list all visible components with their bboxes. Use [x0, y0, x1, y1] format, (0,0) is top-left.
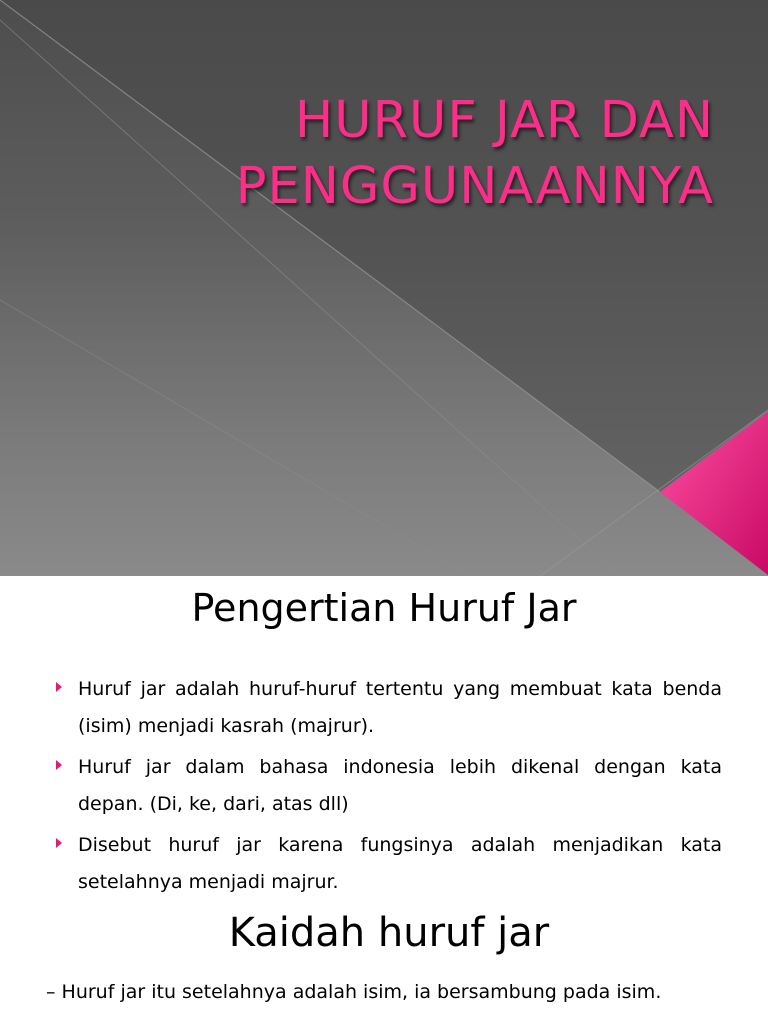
diagonal-line	[0, 300, 470, 576]
title-line-1: HURUF JAR DAN	[294, 91, 714, 150]
list-item	[50, 671, 722, 745]
bullet-text: Huruf jar adalah huruf-huruf tertentu yang membuat kata benda (isim) menjadi kasrah (majrur).	[78, 678, 722, 737]
section-heading-2: Kaidah huruf jar	[228, 910, 550, 956]
bullet-text: Disebut huruf jar karena fungsinya adalah menjadikan kata setelahnya menjadi majrur.	[78, 834, 722, 893]
content-slide	[0, 576, 768, 1024]
page-title	[236, 88, 714, 220]
triangle-bullet-icon	[56, 838, 62, 848]
dark-panel-shape	[0, 0, 768, 492]
rule-text: – Huruf jar itu setelahnya adalah isim, ia bersambung pada isim.	[46, 981, 662, 1003]
bullet-text: Huruf jar dalam bahasa indonesia lebih dikenal dengan kata depan. (Di, ke, dari, atas dll)	[78, 756, 722, 815]
section-heading: Pengertian Huruf Jar	[191, 586, 577, 630]
list-item	[50, 827, 722, 901]
title-line-2: PENGGUNAANNYA	[235, 157, 714, 216]
list-item	[50, 749, 722, 823]
bullet-list	[50, 671, 722, 905]
triangle-bullet-icon	[56, 760, 62, 770]
triangle-bullet-icon	[56, 682, 62, 692]
